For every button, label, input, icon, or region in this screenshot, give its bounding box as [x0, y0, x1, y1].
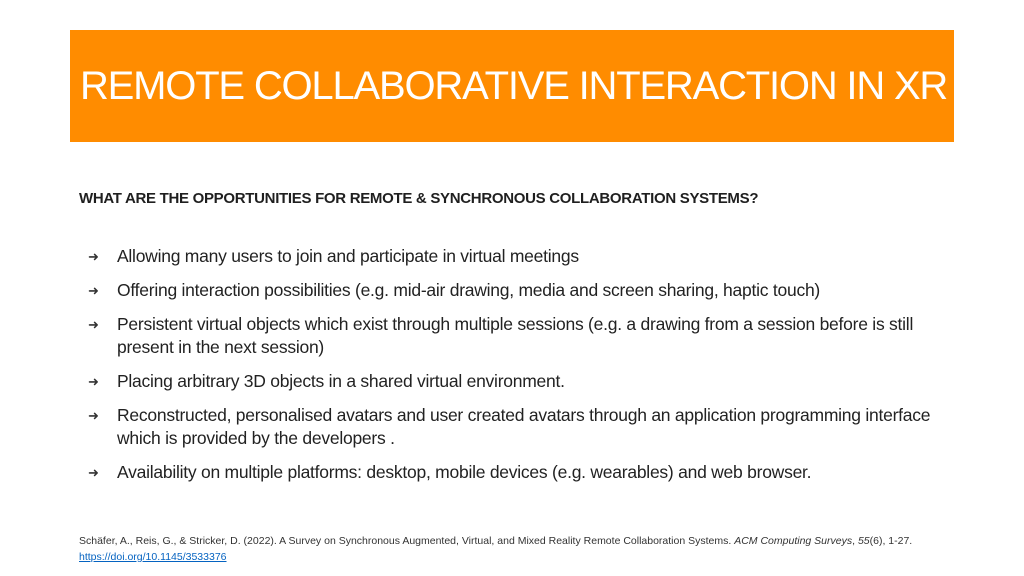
list-item-text: Reconstructed, personalised avatars and user created avatars through an application programming interface which is provided by the developers .: [117, 405, 931, 448]
citation: [79, 533, 969, 565]
bullet-list: [88, 245, 948, 495]
right-arrow-icon: ➜: [88, 249, 99, 264]
list-item-text: Placing arbitrary 3D objects in a shared virtual environment.: [117, 371, 565, 391]
list-item-text: Persistent virtual objects which exist through multiple sessions (e.g. a drawing from a session before is still present in the next session): [117, 314, 914, 357]
citation-issue-pages: (6), 1-27.: [869, 535, 913, 547]
list-item: [88, 245, 948, 268]
list-item-text: Allowing many users to join and participate in virtual meetings: [117, 246, 579, 266]
citation-volume: 55: [857, 535, 870, 547]
slide-title: REMOTE COLLABORATIVE INTERACTION IN XR: [80, 64, 948, 108]
list-item: [88, 279, 948, 302]
doi-link[interactable]: https://doi.org/10.1145/3533376: [79, 551, 227, 563]
right-arrow-icon: ➜: [88, 408, 99, 423]
list-item-text: Offering interaction possibilities (e.g. mid-air drawing, media and screen sharing, haptic touch): [117, 280, 821, 300]
list-item: [88, 461, 948, 484]
right-arrow-icon: ➜: [88, 374, 99, 389]
citation-journal: ACM Computing Surveys: [734, 535, 853, 547]
citation-authors: Schäfer, A., Reis, G., & Stricker, D. (2022). A Survey on Synchronous Augmented, Virtual, and Mixed Reality Remote Collaboration Systems.: [79, 535, 735, 547]
list-item: [88, 404, 948, 450]
title-banner: [70, 30, 954, 142]
list-item: [88, 313, 948, 359]
section-heading: WHAT ARE THE OPPORTUNITIES FOR REMOTE & SYNCHRONOUS COLLABORATION SYSTEMS?: [79, 190, 759, 207]
right-arrow-icon: ➜: [88, 317, 99, 332]
right-arrow-icon: ➜: [88, 283, 99, 298]
right-arrow-icon: ➜: [88, 465, 99, 480]
citation-separator: ,: [852, 535, 858, 547]
list-item-text: Availability on multiple platforms: desktop, mobile devices (e.g. wearables) and web browser.: [117, 462, 812, 482]
list-item: [88, 370, 948, 393]
